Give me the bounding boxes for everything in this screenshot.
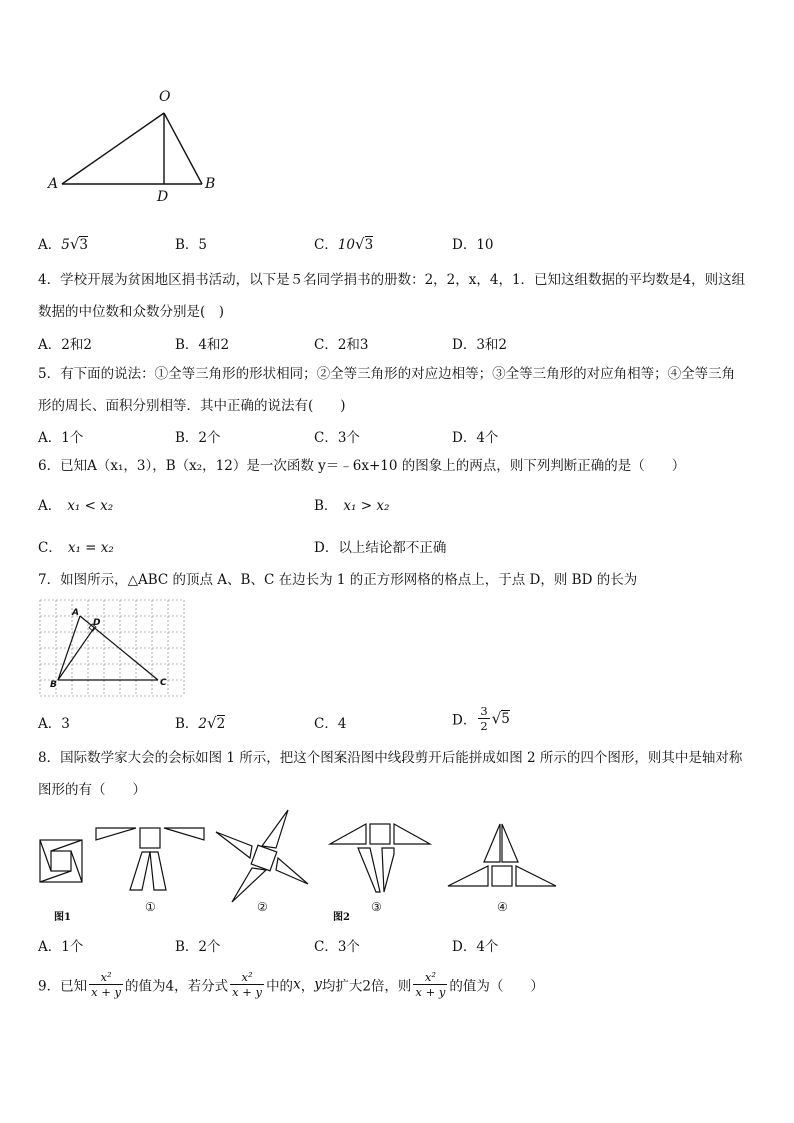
label-a: A (48, 176, 59, 192)
q7-option-a[interactable]: A．3 (38, 716, 70, 732)
q6-option-c[interactable]: C． x₁ = x₂ (38, 540, 114, 556)
figure-1-logo (40, 840, 82, 882)
figure-option-4-caption: ④ (497, 900, 508, 914)
q4-line1: 4．学校开展为贫困地区捐书活动，以下是５名同学捐书的册数：2，2，x，4，1．已知这组数据的平均数是4，则这组 (38, 272, 746, 288)
segment-ob (164, 113, 202, 184)
q8-option-a[interactable]: A．1个 (38, 939, 84, 955)
figure-option-1-caption: ① (145, 900, 156, 914)
sqrt-symbol: √ (491, 709, 502, 728)
fraction-x2-over-xy: $\frac{\text{x²}}{x + y}$ (415, 970, 446, 999)
q6-stem (38, 450, 760, 482)
label-b: B (205, 176, 216, 192)
q8-option-b[interactable]: B．2个 (175, 939, 221, 955)
figure-option-3 (330, 824, 430, 892)
fraction-x2-over-xy: $\frac{\text{x²}}{x + y}$ (91, 970, 122, 999)
grid-label-a: A (72, 608, 79, 618)
q8-line2: 图形的有（ ） (38, 782, 146, 798)
figure-option-3-caption: ③ (371, 900, 382, 914)
q4-option-c[interactable]: C．2和3 (314, 337, 369, 353)
figure-2-caption: 图2 (333, 912, 350, 923)
segment-bd (58, 628, 94, 680)
q7-option-b[interactable]: B．2√2 (175, 714, 226, 732)
grid-label-b: B (50, 680, 57, 690)
q5-option-b[interactable]: B．2个 (175, 430, 221, 446)
figure-1-caption: 图1 (54, 912, 71, 923)
q8-option-d[interactable]: D．4个 (452, 939, 499, 955)
sqrt-symbol: √ (207, 714, 217, 732)
sqrt-symbol: √ (355, 235, 365, 253)
q6-option-a[interactable]: A． x₁ < x₂ (38, 498, 114, 514)
q4-option-b[interactable]: B．4和2 (175, 337, 230, 353)
q3-option-c[interactable]: C．10√3 (314, 235, 374, 253)
figure-option-4 (448, 824, 556, 886)
triangle-aob-figure (40, 86, 230, 211)
figure-option-2 (216, 810, 308, 902)
q6-line1: 6．已知A（x₁，3），B（x₂，12）是一次函数 y＝﹣6x+10 的图象上的两点，则下列判断正确的是（ ） (38, 458, 686, 474)
q5-option-d[interactable]: D．4个 (452, 430, 499, 446)
sqrt-symbol: √ (69, 235, 80, 253)
q7-option-d[interactable]: D． $\frac{3}{2}$ √5 (452, 704, 510, 733)
q5-line2: 形的周长、面积分别相等．其中正确的说法有( ) (38, 398, 346, 414)
q4-option-a[interactable]: A．2和2 (38, 337, 92, 353)
segment-ac (80, 616, 158, 680)
q6-option-b[interactable]: B． x₁ > x₂ (314, 498, 390, 514)
q5-option-a[interactable]: A．1个 (38, 430, 84, 446)
segment-ao (62, 113, 164, 184)
grid-label-c: C (160, 678, 167, 688)
fraction-three-halves: $\frac{3}{2}$ (480, 704, 488, 733)
q7-line1: 7．如图所示，△ABC 的顶点 A、B、C 在边长为 1 的正方形网格的格点上，于点 D，则 BD 的长为 (38, 572, 638, 588)
q8-line1: 8．国际数学家大会的会标如图 1 所示，把这个图案沿图中线段剪开后能拼成如图 2 所示的四个图形，则其中是轴对称 (38, 750, 743, 766)
q3-option-d[interactable]: D．10 (452, 237, 494, 253)
q4-option-d[interactable]: D．3和2 (452, 337, 508, 353)
q8-option-c[interactable]: C．3个 (314, 939, 360, 955)
q5-option-c[interactable]: C．3个 (314, 430, 360, 446)
q8-figures (36, 806, 566, 906)
label-o: O (159, 89, 171, 105)
fraction-x2-over-xy: $\frac{\text{x²}}{x + y}$ (232, 970, 263, 999)
q7-option-c[interactable]: C．4 (314, 716, 347, 732)
q3-option-b[interactable]: B．5 (175, 237, 208, 253)
q8-stem (38, 742, 760, 806)
q3-option-a[interactable]: A．5√3 (38, 235, 88, 253)
label-d: D (157, 189, 169, 205)
q4-stem (38, 264, 760, 328)
q6-option-d[interactable]: D．以上结论都不正确 (314, 540, 447, 556)
q5-stem (38, 358, 760, 422)
grid-label-d: D (93, 618, 101, 628)
q4-line2: 数据的中位数和众数分别是( ) (38, 304, 225, 320)
q7-stem (38, 564, 760, 596)
q9-stem: 9．已知 $\frac{\text{x²}}{x + y}$ 的值为4，若分式 $\frac{\text{x²}}{x + y}$ 中的x，y均扩大2倍，则 $\frac{\text{x²}}{x + y}$ 的值为（ ） (38, 970, 544, 999)
figure-option-2-caption: ② (257, 900, 268, 914)
figure-option-1 (96, 828, 204, 890)
q5-line1: 5．有下面的说法：①全等三角形的形状相同；②全等三角形的对应边相等；③全等三角形的对应角相等；④全等三角 (38, 366, 736, 382)
